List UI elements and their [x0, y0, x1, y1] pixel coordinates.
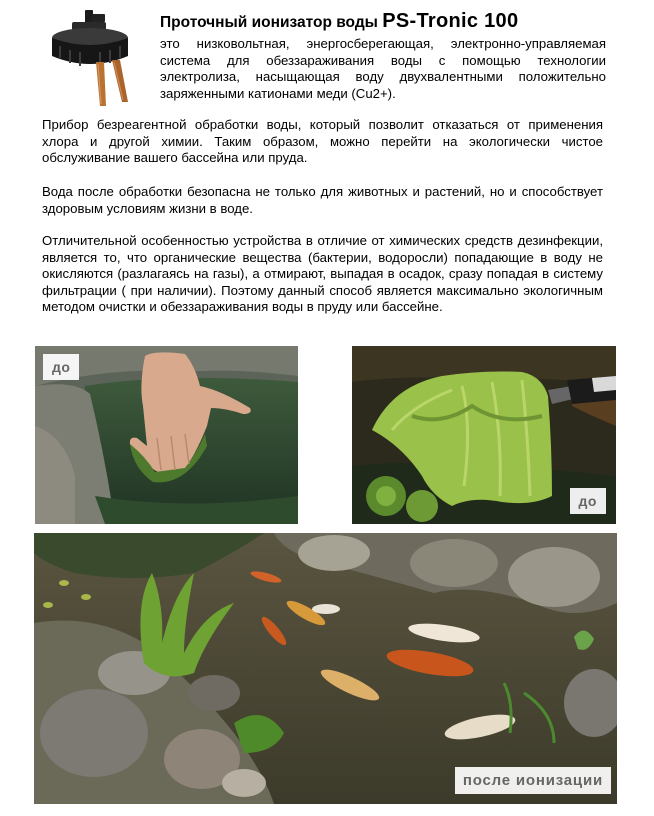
- title-prefix: Проточный ионизатор воды: [160, 14, 378, 31]
- product-title: [160, 10, 518, 33]
- after-label: после ионизации: [455, 767, 611, 794]
- before-label: до: [43, 354, 79, 380]
- photo-after-koi-pond: [34, 533, 617, 804]
- paragraph-features: Отличительной особенностью устройства в отличие от химических средств дезинфекции, является то, что органические вещества (бактерии, водоросли) попадающие в воду не окисляются (разлагаясь на газы), а отмирают, выпадая в осадок, сразу попадая в систему фильтрации ( при наличии). Поэтому данный способ является максимально экологичным методом очистки и обеззараживания воды в пруду или бассейне.: [42, 233, 603, 315]
- product-model: PS-Tronic 100: [382, 10, 519, 32]
- photo-before-algae-net: [352, 346, 616, 524]
- ionizer-device-image: [42, 6, 142, 110]
- koi-pond-scene: [34, 533, 617, 804]
- photo-before-hand-algae: [35, 346, 298, 524]
- before-label: до: [570, 488, 606, 514]
- paragraph-no-chemicals: Прибор безреагентной обработки воды, который позволит отказаться от применения хлора и другой химии. Таким образом, можно перейти на экологически чистое обслуживание вашего бассейна или пруда.: [42, 117, 603, 166]
- paragraph-safety: Вода после обработки безопасна не только для животных и растений, но и способствует здоровым условиям жизни в воде.: [42, 184, 603, 216]
- product-header: [30, 6, 620, 110]
- intro-text: это низковольтная, энергосберегающая, электронно-управляемая система для обеззараживания воды с помощью технологии электролиза, насыщающая воду двухвалентными положительно заряженными катионами меди (Cu2+).: [160, 36, 606, 101]
